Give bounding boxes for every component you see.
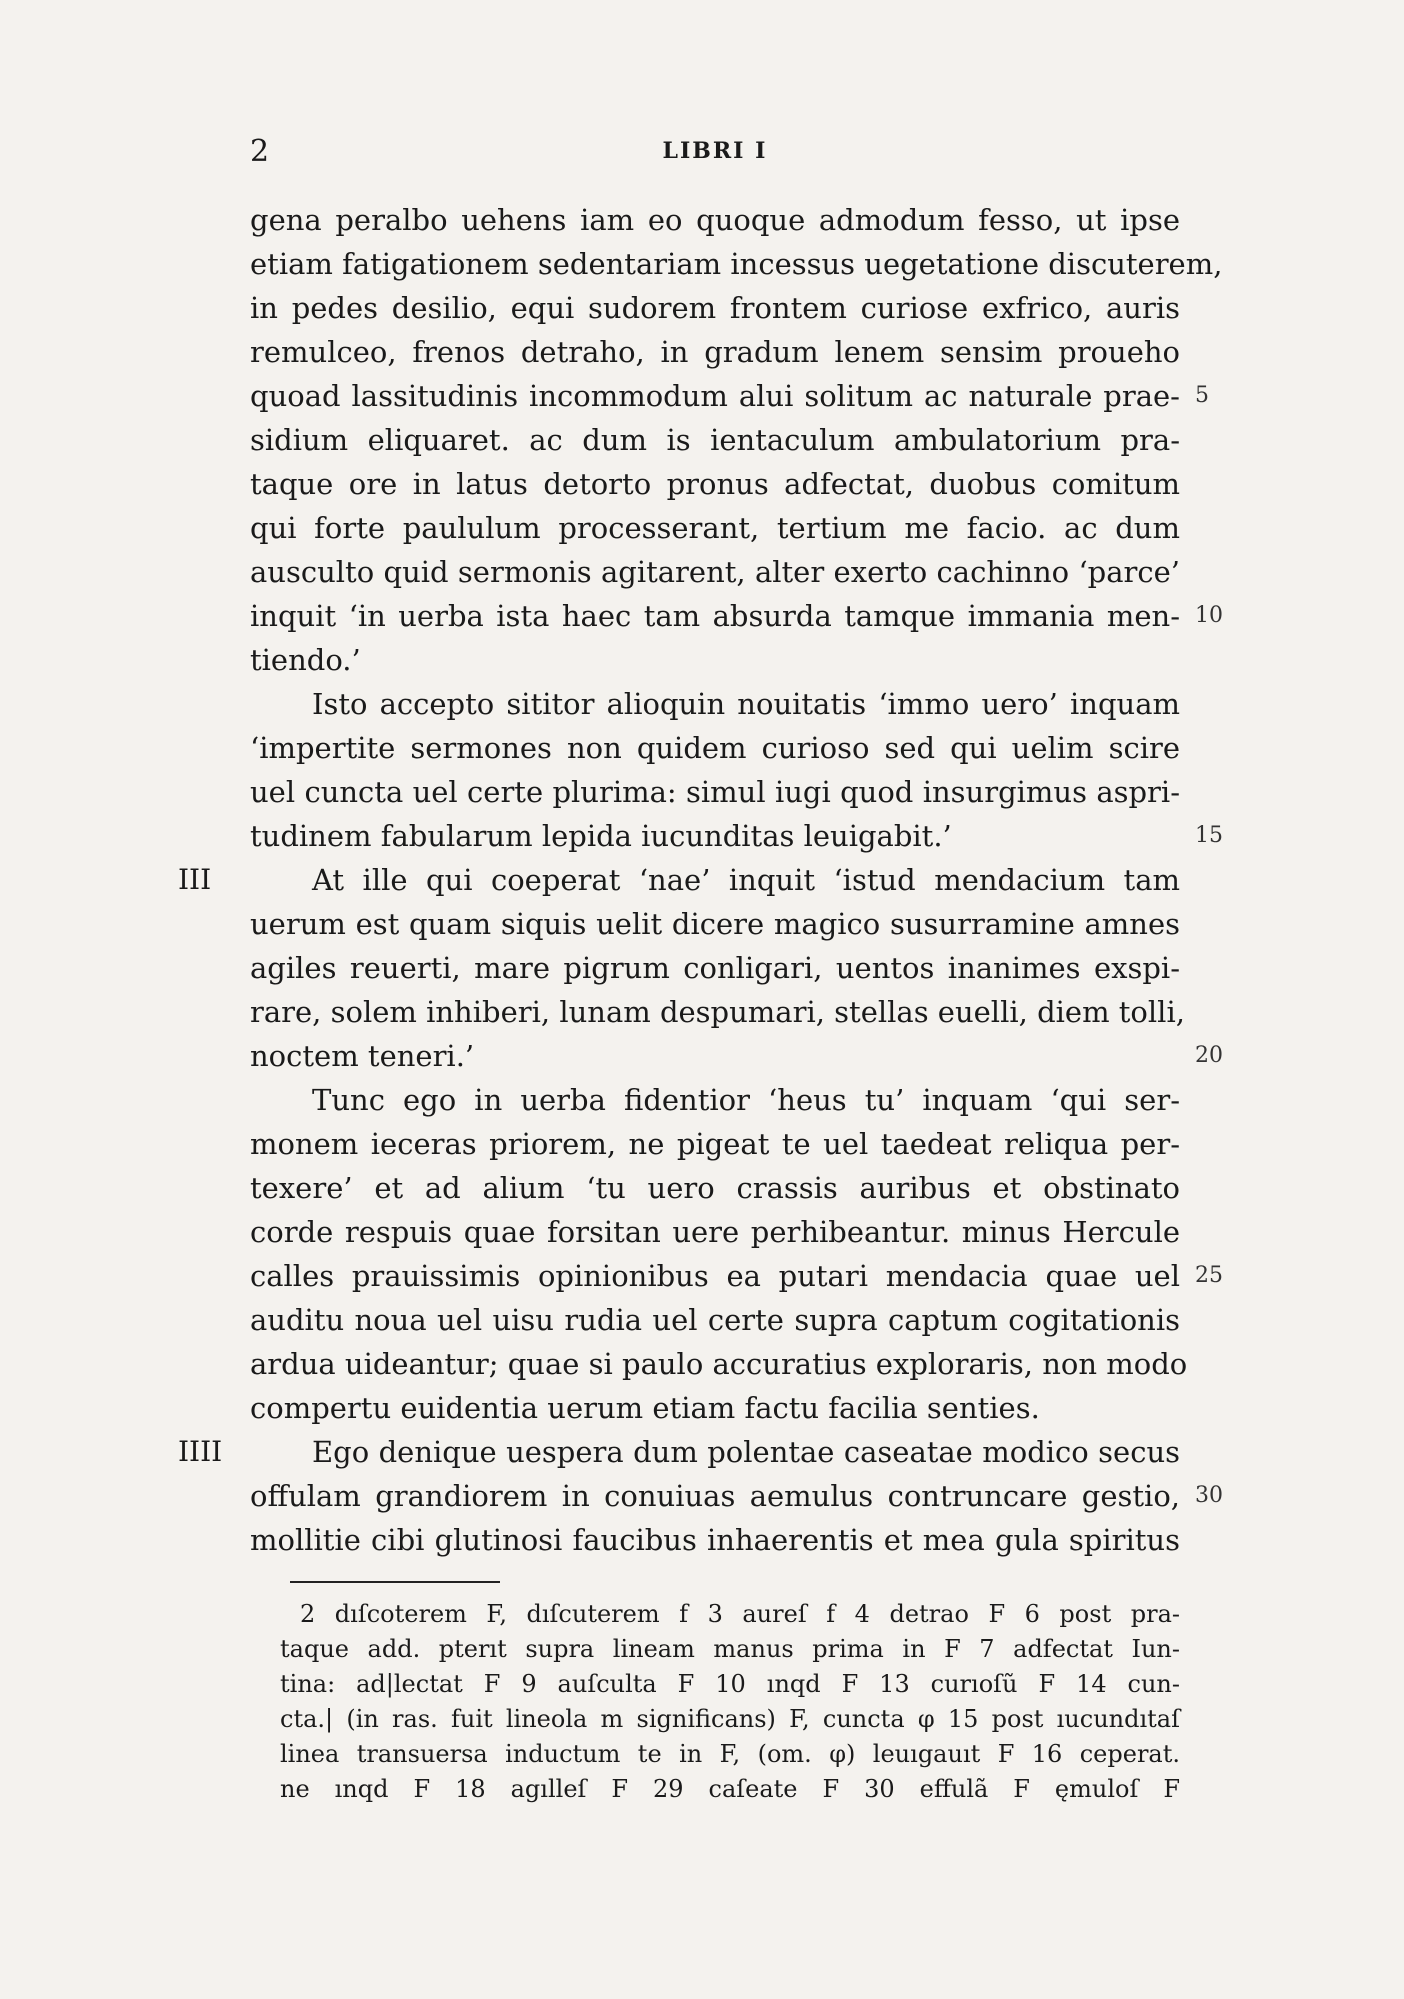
text-line — [250, 374, 1209, 418]
text-line — [250, 1122, 1180, 1166]
main-text — [178, 198, 1223, 1562]
footnote-rule — [290, 1581, 500, 1583]
footnote-line: ne ınqd F 18 agılleſ F 29 caſeate F 30 effulã F ęmuloſ F — [280, 1775, 1180, 1803]
line-text: Tunc ego in uerba fidentior ‘heus tu’ inquam ‘qui ser- — [312, 1083, 1180, 1117]
text-line — [250, 330, 1180, 374]
text-line — [250, 638, 1180, 682]
text-line — [250, 1518, 1180, 1562]
line-text: gena peralbo uehens iam eo quoque admodum fesso, ut ipse — [250, 203, 1180, 237]
line-text: ausculto quid sermonis agitarent, alter exerto cachinno ‘parce’ — [250, 555, 1180, 589]
line-number: 5 — [1195, 383, 1209, 408]
critical-apparatus — [280, 1597, 1180, 1807]
text-line — [178, 858, 1180, 902]
text-line — [250, 726, 1180, 770]
text-line — [250, 814, 1223, 858]
line-number: 15 — [1195, 823, 1223, 848]
footnote-line: cta.| (in ras. fuit lineola m significans) F, cuncta φ 15 post ıucundıtaſ — [280, 1705, 1180, 1733]
line-text: mollitie cibi glutinosi faucibus inhaerentis et mea gula spiritus — [250, 1523, 1180, 1557]
line-text: tudinem fabularum lepida iucunditas leuigabit.’ — [250, 819, 952, 853]
line-text: tiendo.’ — [250, 643, 361, 677]
text-line — [250, 286, 1180, 330]
footnote-line: taque add. pterıt supra lineam manus prima in F 7 adfectat Iun- — [280, 1635, 1180, 1663]
footnote-line: tina: ad|lectat F 9 auſculta F 10 ınqd F 13 curıoſũ F 14 cun- — [280, 1670, 1180, 1698]
line-text: compertu euidentia uerum etiam factu facilia senties. — [250, 1391, 1040, 1425]
line-text: texere’ et ad alium ‘tu uero crassis auribus et obstinato — [250, 1171, 1180, 1205]
text-line — [250, 946, 1180, 990]
text-line — [250, 682, 1180, 726]
text-line — [250, 1474, 1223, 1518]
line-text: agiles reuerti, mare pigrum conligari, uentos inanimes exspi- — [250, 951, 1180, 985]
text-line — [250, 902, 1180, 946]
line-text: quoad lassitudinis incommodum alui solitum ac naturale prae- — [250, 379, 1180, 413]
text-line — [250, 462, 1180, 506]
text-line — [250, 1386, 1180, 1430]
text-line — [250, 1034, 1223, 1078]
text-line — [250, 1078, 1180, 1122]
line-text: sidium eliquaret. ac dum is ientaculum ambulatorium pra- — [250, 423, 1180, 457]
text-line — [250, 242, 1223, 286]
line-number: 25 — [1195, 1263, 1223, 1288]
text-line — [178, 1430, 1180, 1474]
text-line — [250, 990, 1185, 1034]
line-number: 20 — [1195, 1043, 1223, 1068]
text-line — [250, 1342, 1188, 1386]
text-line — [250, 1210, 1180, 1254]
line-text: ‘impertite sermones non quidem curioso sed qui uelim scire — [250, 731, 1180, 765]
footnote-line: linea transuersa inductum te in F, (om. φ) leuıgauıt F 16 ceperat. — [280, 1740, 1180, 1768]
line-number: 10 — [1195, 603, 1223, 628]
line-text: taque ore in latus detorto pronus adfectat, duobus comitum — [250, 467, 1180, 501]
text-line — [250, 594, 1223, 638]
line-text: ardua uideantur; quae si paulo accuratius exploraris, non modo — [250, 1347, 1188, 1381]
line-text: At ille qui coeperat ‘nae’ inquit ‘istud mendacium tam — [312, 863, 1180, 897]
line-text: monem ieceras priorem, ne pigeat te uel taedeat reliqua per- — [250, 1127, 1180, 1161]
line-text: Isto accepto sititor alioquin nouitatis ‘immo uero’ inquam — [312, 687, 1180, 721]
text-line — [250, 770, 1180, 814]
line-text: auditu noua uel uisu rudia uel certe supra captum cogitationis — [250, 1303, 1180, 1337]
text-line — [250, 550, 1180, 594]
line-text: uel cuncta uel certe plurima: simul iugi quod insurgimus aspri- — [250, 775, 1180, 809]
line-text: etiam fatigationem sedentariam incessus uegetatione discuterem, — [250, 247, 1223, 281]
line-text: noctem teneri.’ — [250, 1039, 475, 1073]
line-text: calles prauissimis opinionibus ea putari mendacia quae uel — [250, 1259, 1180, 1293]
line-text: qui forte paululum processerant, tertium me facio. ac dum — [250, 511, 1180, 545]
running-head: LIBRI I — [662, 138, 768, 164]
line-text: offulam grandiorem in conuiuas aemulus contruncare gestio, — [250, 1479, 1180, 1513]
text-line — [250, 418, 1180, 462]
text-line — [250, 1254, 1223, 1298]
line-text: remulceo, frenos detraho, in gradum lenem sensim proueho — [250, 335, 1180, 369]
page-number: 2 — [250, 134, 270, 169]
line-text: uerum est quam siquis uelit dicere magico susurramine amnes — [250, 907, 1180, 941]
text-line — [250, 1298, 1180, 1342]
line-text: in pedes desilio, equi sudorem frontem curiose exfrico, auris — [250, 291, 1180, 325]
footnote-line: 2 dıſcoterem F, dıſcuterem f 3 aureſ f 4 detrao F 6 post pra- — [300, 1600, 1180, 1628]
section-mark: III — [178, 863, 212, 896]
line-number: 30 — [1195, 1483, 1223, 1508]
line-text: corde respuis quae forsitan uere perhibeantur. minus Hercule — [250, 1215, 1180, 1249]
line-text: Ego denique uespera dum polentae caseatae modico secus — [312, 1435, 1180, 1469]
text-line — [250, 198, 1180, 242]
page-header — [250, 134, 1180, 174]
text-line — [250, 506, 1180, 550]
line-text: inquit ‘in uerba ista haec tam absurda tamque immania men- — [250, 599, 1180, 633]
text-line — [250, 1166, 1180, 1210]
section-mark: IIII — [178, 1435, 223, 1468]
line-text: rare, solem inhiberi, lunam despumari, stellas euelli, diem tolli, — [250, 995, 1185, 1029]
